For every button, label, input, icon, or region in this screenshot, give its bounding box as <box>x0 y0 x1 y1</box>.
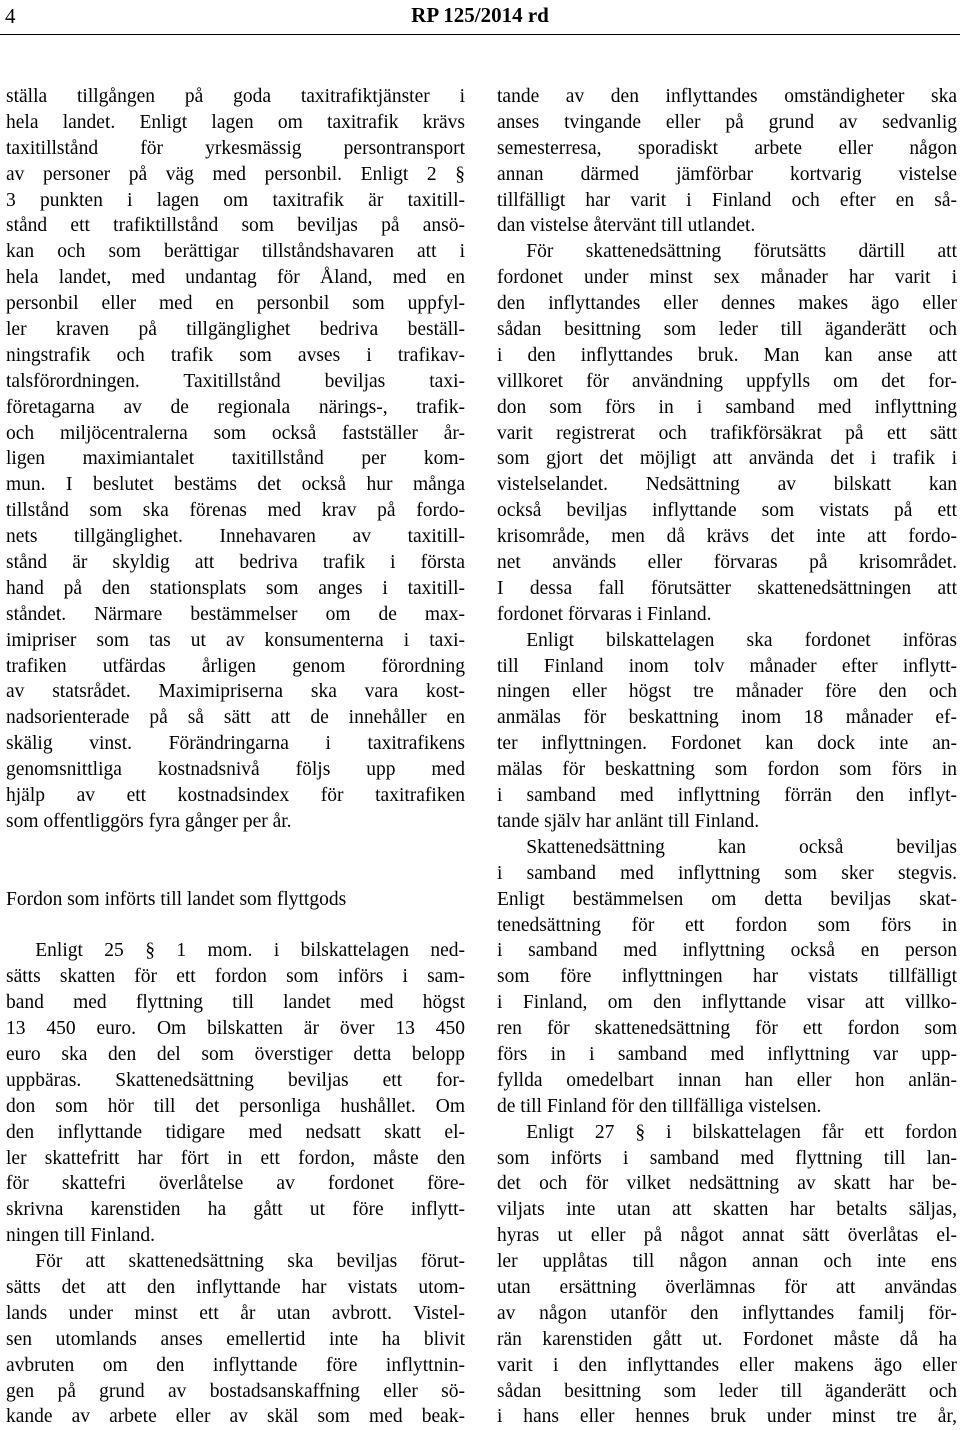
text-line: don som hör till det personliga hushållet. Om <box>6 1095 465 1117</box>
text-line: nadsorienterade på så sätt att de innehåller en <box>6 707 465 729</box>
text-line: av personer på väg med personbil. Enligt 2 § <box>6 163 465 185</box>
text-line: för skattefri överlåtelse av fordonet före- <box>6 1173 465 1195</box>
text-line: ren för skattenedsättning för ett fordon som <box>497 1018 957 1040</box>
text-line: trafiken utfärdas årligen genom förordning <box>6 655 465 677</box>
text-line: ter inflyttningen. Fordonet kan dock inte an- <box>497 733 957 755</box>
text-line: hela landet, med undantag för Åland, med en <box>6 267 465 289</box>
text-line: i Finland, om den inflyttande visar att villko- <box>497 992 957 1014</box>
text-line: tande av den inflyttandes omständigheter ska <box>497 86 957 107</box>
section-heading: Fordon som införts till landet som flyttgods <box>6 888 347 910</box>
text-line: tenedsättning för ett fordon som förs in <box>497 914 957 936</box>
text-line: i samband med inflyttning som sker stegvis. <box>497 862 957 884</box>
text-line: kan och som berättigar tillståndshavaren att i <box>6 241 465 263</box>
text-line: den inflyttandes eller dennes makes ägo eller <box>497 293 957 315</box>
text-line: Enligt 25 § 1 mom. i bilskattelagen ned- <box>6 940 465 962</box>
text-line: sen utomlands anses emellertid inte ha blivit <box>6 1328 465 1350</box>
page-header <box>0 0 960 36</box>
text-line: För skattenedsättning förutsätts därtill att <box>497 241 957 263</box>
text-line: ningen eller högst tre månader före den och <box>497 681 957 703</box>
text-line: fyllda omedelbart innan han eller hon anlän- <box>497 1069 957 1091</box>
text-line: tillfälligt har varit i Finland och efter en så- <box>497 189 957 211</box>
text-line: krisområde, men då krävs det inte att fordo- <box>497 526 957 548</box>
text-line: 13 450 euro. Om bilskatten är över 13 450 <box>6 1018 465 1040</box>
text-line: viljats inte utan att skatten har betalts säljas, <box>497 1199 957 1221</box>
text-line: hjälp av ett kostnadsindex för taxitrafiken <box>6 785 465 807</box>
text-line: varit registrerat och trafikförsäkrat på ett sätt <box>497 422 957 444</box>
blank-line <box>6 913 465 939</box>
text-line: i samband med inflyttning också en person <box>497 940 957 962</box>
text-line: nets tillgänglighet. Innehavaren av taxitill- <box>6 526 465 548</box>
text-line: euro ska den del som överstiger detta belopp <box>6 1043 465 1065</box>
text-line: av någon utanför den inflyttandes familj för- <box>497 1302 957 1324</box>
text-line: utan ersättning överlämnas för att användas <box>497 1276 957 1298</box>
text-line: som införts i samband med flyttning till lan- <box>497 1147 957 1169</box>
text-line: dan vistelse återvänt till utlandet. <box>497 215 756 237</box>
text-line: anses tvingande eller på grund av sedvanlig <box>497 111 957 133</box>
text-line: sätts det att den inflyttande har vistats utom- <box>6 1276 465 1298</box>
text-line: stånd ett trafiktillstånd som beviljas på ansö- <box>6 215 465 237</box>
text-line: och miljöcentralerna som också fastställer år- <box>6 422 465 444</box>
blank-line <box>6 835 465 861</box>
text-line: net används eller förvaras på krisområdet. <box>497 552 957 574</box>
text-line: ståndet. Närmare bestämmelser om de max- <box>6 603 465 625</box>
text-line: Enligt 27 § i bilskattelagen får ett fordon <box>497 1121 957 1143</box>
text-line: don som förs in i samband med inflyttning <box>497 396 957 418</box>
text-line: hand på den stationsplats som anges i taxitill- <box>6 577 465 599</box>
text-line: som gjort det möjligt att använda det i trafik i <box>497 448 957 470</box>
text-line: rän karenstiden gått ut. Fordonet måste då ha <box>497 1328 957 1350</box>
text-line: skrivna karenstiden ha gått ut före inflytt- <box>6 1199 465 1221</box>
text-line: villkoret för användning uppfylls om det for- <box>497 370 957 392</box>
text-line: Skattenedsättning kan också beviljas <box>497 836 957 858</box>
text-line: den inflyttande tidigare med nedsatt skatt el- <box>6 1121 465 1143</box>
text-line: ställa tillgången på goda taxitrafiktjänster i <box>6 86 465 107</box>
blank-line <box>6 861 465 887</box>
text-line: i den inflyttandes bruk. Man kan anse att <box>497 344 957 366</box>
text-line: taxitillstånd för yrkesmässig persontransport <box>6 137 465 159</box>
text-line: skälig vinst. Förändringarna i taxitrafikens <box>6 733 465 755</box>
text-line: i hans eller hennes bruk under minst tre år, <box>497 1406 957 1428</box>
text-line: till Finland inom tolv månader efter inflytt- <box>497 655 957 677</box>
text-line: sätts skatten för ett fordon som införs i sam- <box>6 966 465 988</box>
text-line: de till Finland för den tillfälliga vistelsen. <box>497 1095 822 1117</box>
text-line: ligen maximiantalet taxitillstånd per kom- <box>6 448 465 470</box>
text-line: ler kraven på tillgänglighet bedriva beställ- <box>6 319 465 341</box>
text-line: förs in i samband med inflyttning var upp- <box>497 1043 957 1065</box>
text-line: lands under minst ett år utan avbrott. Vistel- <box>6 1302 465 1324</box>
text-line: För att skattenedsättning ska beviljas förut- <box>6 1251 465 1273</box>
text-line: band med flyttning till landet med högst <box>6 992 465 1014</box>
text-line: vistelselandet. Nedsättning av bilskatt kan <box>497 474 957 496</box>
text-line: ler skattefritt har fört in ett fordon, måste den <box>6 1147 465 1169</box>
text-line: också beviljas inflyttande som vistats på ett <box>497 500 957 522</box>
text-line: som offentliggörs fyra gånger per år. <box>6 810 292 832</box>
text-line: det och för vilket nedsättning av skatt har be- <box>497 1173 957 1195</box>
text-line: uppbäras. Skattenedsättning beviljas ett for- <box>6 1069 465 1091</box>
right-text-column <box>497 84 957 1430</box>
text-line: 3 punkten i lagen om taxitrafik är taxitill- <box>6 189 465 211</box>
text-line: mälas för beskattning som fordon som förs in <box>497 759 957 781</box>
text-line: företagarna av de regionala närings-, trafik- <box>6 396 465 418</box>
text-line: av statsrådet. Maximipriserna ska vara kost- <box>6 681 465 703</box>
text-line: Enligt bestämmelsen om detta beviljas skat- <box>497 888 957 910</box>
text-line: imipriser som tas ut av konsumenterna i taxi- <box>6 629 465 651</box>
text-line: ningen till Finland. <box>6 1225 155 1247</box>
text-line: mun. I beslutet bestäms det också hur många <box>6 474 465 496</box>
text-line: I dessa fall förutsätter skattenedsättningen att <box>497 577 957 599</box>
text-line: ningstrafik och trafik som avses i trafikav- <box>6 344 465 366</box>
text-line: hela landet. Enligt lagen om taxitrafik krävs <box>6 111 465 133</box>
text-line: genomsnittliga kostnadsnivå följs upp med <box>6 759 465 781</box>
text-line: talsförordningen. Taxitillstånd beviljas taxi- <box>6 370 465 392</box>
left-text-column <box>6 84 465 1430</box>
text-line: varit i den inflyttandes eller makens ägo eller <box>497 1354 957 1376</box>
text-line: hyras ut eller på något annat sätt överlåtas el- <box>497 1225 957 1247</box>
text-line: sådan besittning som leder till äganderätt och <box>497 319 957 341</box>
text-line: ler upplåtas till någon annan och inte ens <box>497 1251 957 1273</box>
text-line: sådan besittning som leder till äganderätt och <box>497 1380 957 1402</box>
text-line: i samband med inflyttning förrän den inflyt- <box>497 785 957 807</box>
text-line: fordonet förvaras i Finland. <box>497 603 712 625</box>
header-rule <box>0 34 960 35</box>
text-line: annan därmed jämförbar kortvarig vistelse <box>497 163 957 185</box>
text-line: kande av arbete eller av skäl som med beak- <box>6 1406 465 1428</box>
document-id: RP 125/2014 rd <box>411 3 549 27</box>
text-line: fordonet under minst sex månader har varit i <box>497 267 957 289</box>
text-line: personbil eller med en personbil som uppfyl- <box>6 293 465 315</box>
text-line: som före inflyttningen har vistats tillfälligt <box>497 966 957 988</box>
text-line: tillstånd som ska förenas med krav på fordo- <box>6 500 465 522</box>
text-line: semesterresa, sporadiskt arbete eller någon <box>497 137 957 159</box>
text-line: Enligt bilskattelagen ska fordonet införas <box>497 629 957 651</box>
text-line: anmälas för beskattning inom 18 månader ef- <box>497 707 957 729</box>
text-line: avbruten om den inflyttande före inflyttnin- <box>6 1354 465 1376</box>
page-number: 4 <box>5 4 16 28</box>
text-line: stånd är skyldig att bedriva trafik i första <box>6 552 465 574</box>
text-line: gen på grund av bostadsanskaffning eller sö- <box>6 1380 465 1402</box>
text-line: tande själv har anlänt till Finland. <box>497 810 760 832</box>
